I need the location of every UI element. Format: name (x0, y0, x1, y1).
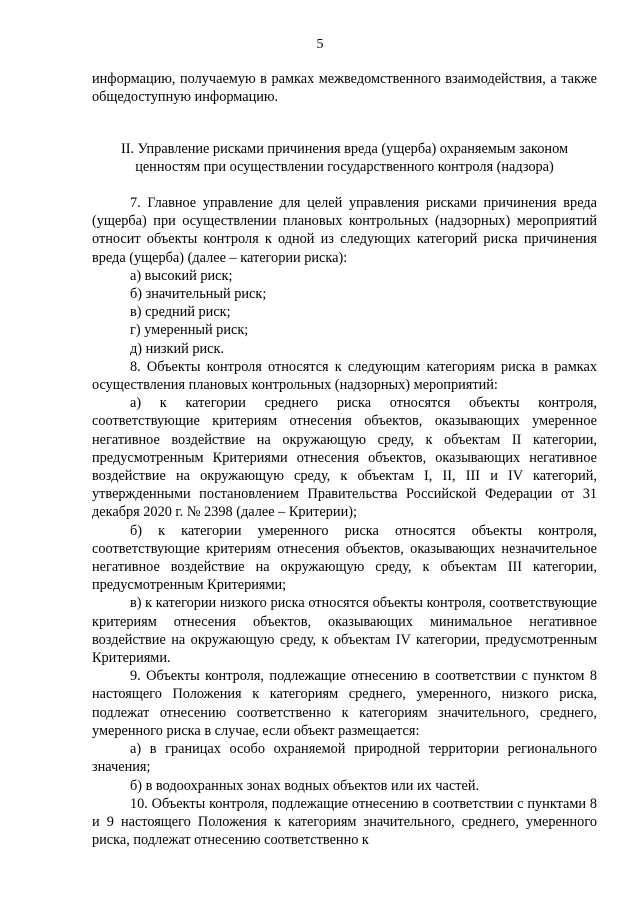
paragraph-7: 7. Главное управление для целей управления рисками причинения вреда (ущерба) при осуществлении плановых контрольных (надзорных) мероприятий относит объекты контроля к одной из следующих категорий риска причинения вреда (ущерба) (далее – категории риска): (92, 195, 597, 266)
paragraph-8a: а) к категории среднего риска относятся объекты контроля, соответствующие критериям отнесения объектов, оказывающих умеренное негативное воздействие на окружающую среду, к объектам II категории, предусмотренным Критериями отнесения объектов, оказывающих негативное воздействие на окружающую среду, к объектам I, II, III и IV категорий, утвержденными постановлением Правительства Российской Федерации от 31 декабря 2020 г. № 2398 (далее – Критерии); (92, 395, 597, 521)
paragraph-8: 8. Объекты контроля относятся к следующим категориям риска в рамках осуществления плановых контрольных (надзорных) мероприятий: (92, 358, 597, 394)
paragraph-8c: в) к категории низкого риска относятся объекты контроля, соответствующие критериям отнесения объектов, оказывающих минимальное негативное воздействие на окружающую среду, к объектам IV категории, предусмотренным Критериями. (92, 595, 597, 667)
continuation-text: информацию, получаемую в рамках межведомственного взаимодействия, а также общедоступную информацию. (92, 71, 597, 106)
risk-item-a: а) высокий риск; (130, 267, 233, 284)
risk-item-d: г) умеренный риск; (130, 322, 249, 339)
risk-item-c: в) средний риск; (130, 304, 231, 321)
main-text (92, 194, 597, 849)
risk-item-e: д) низкий риск. (130, 340, 225, 357)
paragraph-10: 10. Объекты контроля, подлежащие отнесению в соответствии с пунктами 8 и 9 настоящего Положения к категориям значительного, среднего, умеренного риска, подлежат отнесению соответственно к (92, 795, 597, 849)
paragraph-9a: а) в границах особо охраняемой природной территории регионального значения; (92, 741, 597, 776)
paragraph-9b: б) в водоохранных зонах водных объектов или их частей. (130, 777, 480, 794)
risk-item-b: б) значительный риск; (130, 286, 267, 303)
paragraph-8b: б) к категории умеренного риска относятся объекты контроля, соответствующие критериям отнесения объектов, оказывающих незначительное негативное воздействие на окружающую среду, к объектам III категории, предусмотренным Критериями; (92, 522, 597, 594)
page-number: 5 (316, 37, 324, 52)
section-heading: II. Управление рисками причинения вреда (ущерба) охраняемым законом ценностям при осуществлении государственного контроля (надзора) (120, 141, 568, 176)
continuation-block (92, 70, 597, 106)
paragraph-9: 9. Объекты контроля, подлежащие отнесению в соответствии с пунктом 8 настоящего Положения к категориям среднего, умеренного, низкого риска, подлежат отнесению соответственно к категориям значительного, среднего, умеренного риска в случае, если объект размещается: (92, 668, 597, 739)
